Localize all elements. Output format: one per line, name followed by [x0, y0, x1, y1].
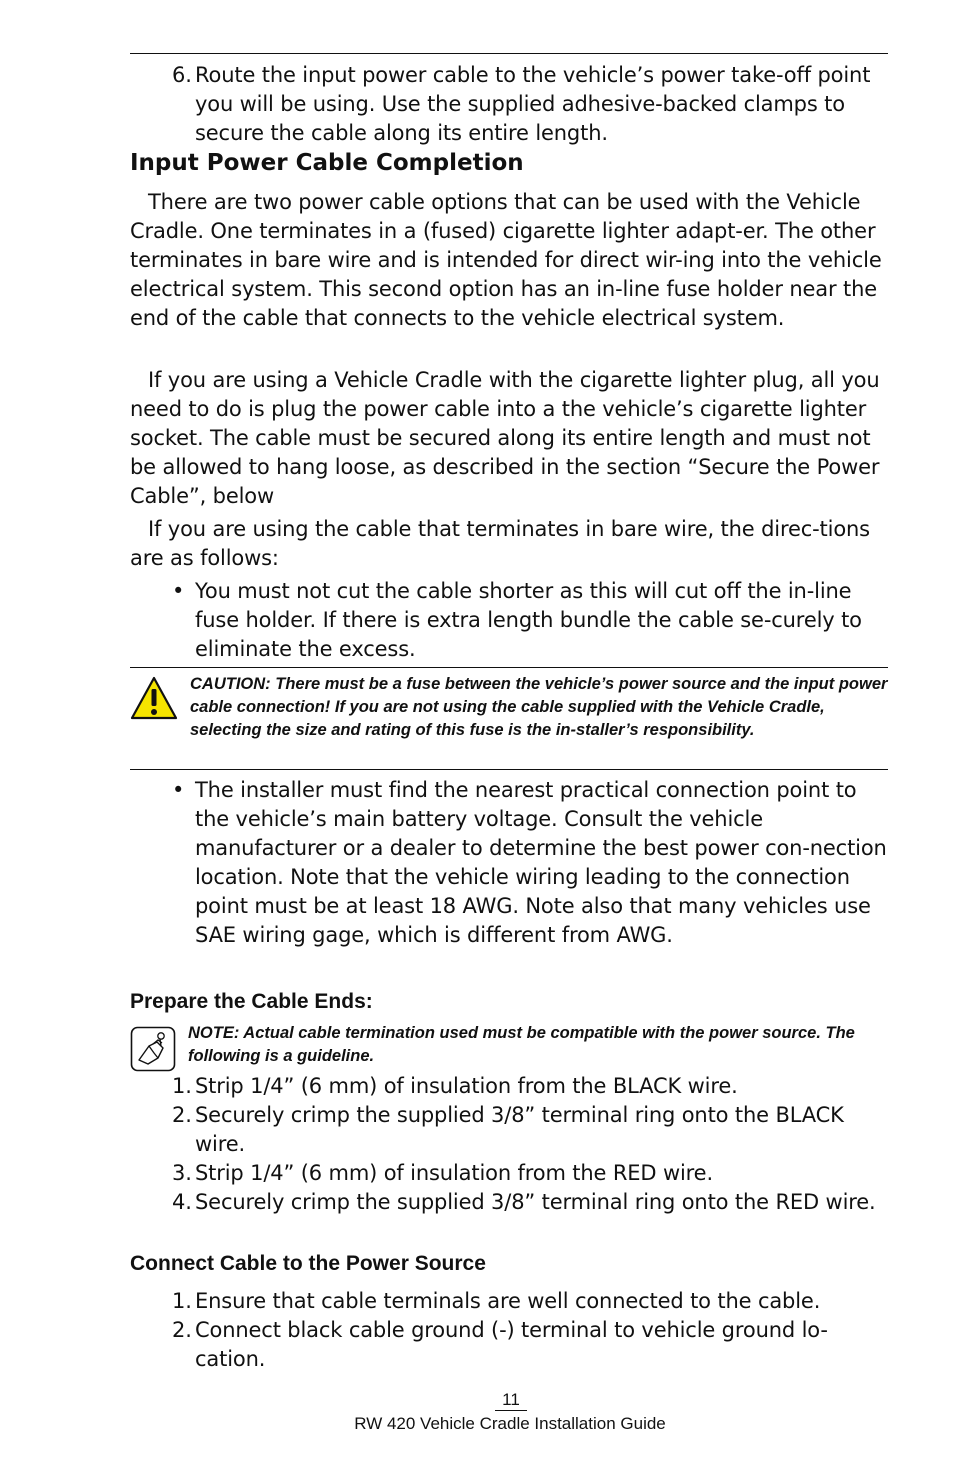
- section-heading: Input Power Cable Completion: [130, 150, 524, 176]
- connect-step-2: [172, 1316, 888, 1374]
- step-text: Securely crimp the supplied 3/8” terminal ring onto the BLACK wire.: [195, 1103, 844, 1156]
- connect-heading: Connect Cable to the Power Source: [130, 1252, 486, 1275]
- prepare-heading: Prepare the Cable Ends:: [130, 990, 373, 1013]
- step-number: 2.: [172, 1103, 192, 1127]
- top-rule: [130, 53, 888, 54]
- bullet-text: The installer must find the nearest practical connection point to the vehicle’s main battery voltage. Consult the vehicle manufacturer or a dealer to determine the best power con-nection location. Note that the vehicle wiring leading to the connection point must be at least 18 AWG. Note also that many vehicles use SAE wiring gage, which is different from AWG.: [195, 778, 887, 947]
- step-number: 3.: [172, 1161, 192, 1185]
- connect-step-1: [172, 1287, 888, 1316]
- note-hand-icon: [130, 1026, 176, 1072]
- bullet-connection-point: [172, 776, 888, 950]
- step-number: 2.: [172, 1318, 192, 1342]
- step-number: 6.: [172, 63, 192, 87]
- caution-text: CAUTION: There must be a fuse between the vehicle’s power source and the input power cable connection! If you are not using the cable supplied with the Vehicle Cradle, selecting the size and rating of this fuse is the in-staller’s responsibility.: [190, 675, 888, 739]
- bullet-text: You must not cut the cable shorter as this will cut off the in-line fuse holder. If there is extra length bundle the cable se-curely to eliminate the excess.: [195, 579, 862, 661]
- step-number: 4.: [172, 1190, 192, 1214]
- step-text: Strip 1/4” (6 mm) of insulation from the RED wire.: [195, 1161, 713, 1185]
- step-text: Securely crimp the supplied 3/8” terminal ring onto the RED wire.: [195, 1190, 876, 1214]
- paragraph-bare-wire: If you are using the cable that terminates in bare wire, the direc-tions are as follows:: [130, 517, 870, 570]
- bullet-dot: •: [172, 778, 185, 802]
- footer-title: RW 420 Vehicle Cradle Installation Guide: [354, 1414, 666, 1433]
- caution-top-rule: [130, 667, 888, 668]
- paragraph-cable-options: There are two power cable options that can be used with the Vehicle Cradle. One terminates in a (fused) cigarette lighter adapt-er. The other terminates in bare wire and is intended for direct wir-ing into the vehicle electrical system. This second option has an in-line fuse holder near the end of the cable that connects to the vehicle electrical system.: [130, 190, 882, 330]
- bullet-cable-length: [172, 577, 888, 664]
- step-number: 1.: [172, 1074, 192, 1098]
- paragraph-cigarette-lighter: If you are using a Vehicle Cradle with the cigarette lighter plug, all you need to do is plug the power cable into a the vehicle’s cigarette lighter socket. The cable must be secured along its entire length and must not be allowed to hang loose, as described in the section “Secure the Power Cable”, below: [130, 368, 880, 508]
- prepare-step-3: [172, 1159, 888, 1188]
- note-text: NOTE: Actual cable termination used must be compatible with the power source. The following is a guideline.: [188, 1024, 855, 1065]
- prepare-step-4: [172, 1188, 888, 1217]
- step-text: Ensure that cable terminals are well connected to the cable.: [195, 1289, 821, 1313]
- prepare-step-1: [172, 1072, 888, 1101]
- step-number: 1.: [172, 1289, 192, 1313]
- page-number: 11: [495, 1390, 527, 1411]
- step-text: Connect black cable ground (-) terminal to vehicle ground lo-cation.: [195, 1318, 828, 1371]
- bullet-dot: •: [172, 579, 185, 603]
- step-text: Strip 1/4” (6 mm) of insulation from the BLACK wire.: [195, 1074, 738, 1098]
- warning-triangle-icon: [130, 675, 178, 721]
- prepare-step-2: [172, 1101, 888, 1159]
- step-text: Route the input power cable to the vehicle’s power take-off point you will be using. Use the supplied adhesive-backed clamps to secure the cable along its entire length.: [195, 63, 871, 145]
- step-6: [172, 61, 888, 148]
- caution-bottom-rule: [130, 769, 888, 770]
